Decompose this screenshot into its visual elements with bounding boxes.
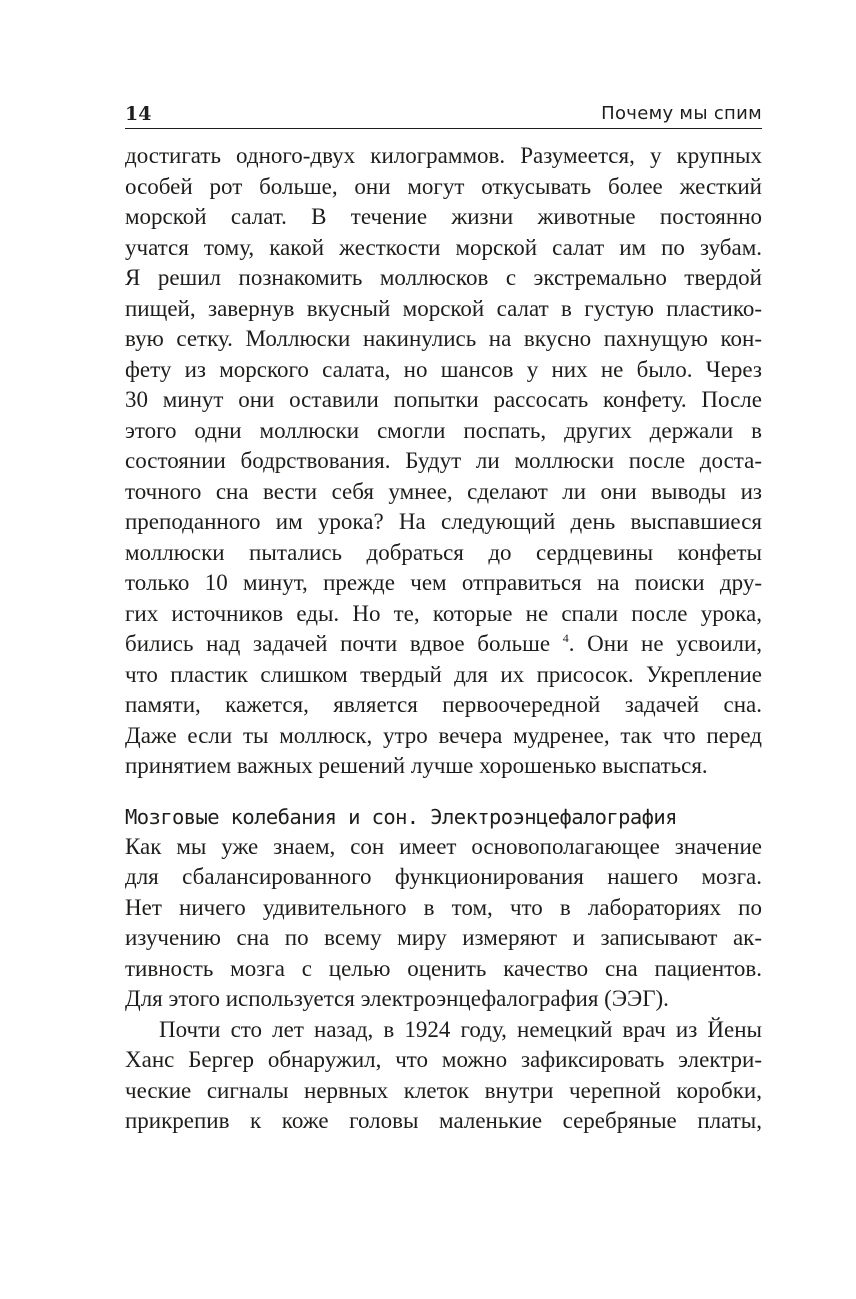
text-line: для сбалансированного функционирования нашего мозга. — [125, 864, 762, 889]
body-text — [125, 141, 762, 1137]
text-line: Для этого используется электроэнцефалография (ЭЭГ). — [125, 986, 669, 1011]
text-line: вую сетку. Моллюски накинулись на вкусно пахнущую кон- — [125, 326, 762, 351]
text-line: памяти, кажется, является первоочередной задачей сна. — [125, 692, 762, 717]
text-line: Как мы уже знаем, сон имеет основополагающее значение — [125, 833, 762, 859]
text-line-with-footnote — [125, 629, 762, 660]
text-line: Ханс Бергер обнаружил, что можно зафиксировать электри- — [125, 1047, 762, 1072]
section-heading: Мозговые колебания и сон. Электроэнцефалография — [125, 804, 677, 829]
text-line: только 10 минут, прежде чем отправиться на поиски дру- — [125, 570, 762, 595]
text-line: прикрепив к коже головы маленькие серебряные платы, — [125, 1108, 762, 1133]
text-line: принятием важных решений лучше хорошенько выспаться. — [125, 753, 708, 778]
book-title: Почему мы спим — [601, 103, 762, 124]
text-line: Даже если ты моллюск, утро вечера мудренее, так что перед — [125, 722, 762, 748]
text-line: учатся тому, какой жесткости морской салат им по зубам. — [125, 234, 762, 260]
paragraph-eeg-intro — [125, 832, 762, 1015]
text-line: точного сна вести себя умнее, сделают ли они выводы из — [125, 478, 762, 504]
text-line: достигать одного-двух килограммов. Разумеется, у крупных — [125, 143, 762, 168]
paragraph-molluscs — [125, 141, 762, 782]
text-line: что пластик слишком твердый для их присосок. Укрепление — [125, 661, 762, 687]
text-line: пищей, завернув вкусный морской салат в густую пластико- — [125, 295, 762, 321]
text-line: состоянии бодрствования. Будут ли моллюски после доста- — [125, 448, 762, 473]
text-line: морской салат. В течение жизни животные постоянно — [125, 204, 762, 229]
running-head — [125, 100, 762, 129]
text-line: Почти сто лет назад, в 1924 году, немецкий врач из Йены — [159, 1016, 762, 1042]
text-segment: . Они не усвоили, — [568, 631, 762, 656]
text-segment: бились над задачей почти вдвое больше — [125, 631, 563, 656]
footnote-reference[interactable]: 4 — [562, 631, 569, 645]
text-line: 30 минут они оставили попытки рассосать конфету. После — [125, 387, 762, 412]
text-line: преподанного им урока? На следующий день выспавшиеся — [125, 509, 762, 534]
page-number: 14 — [125, 103, 152, 125]
text-line: гих источников еды. Но те, которые не спали после урока, — [125, 600, 762, 626]
text-line: ческие сигналы нервных клеток внутри черепной коробки, — [125, 1077, 762, 1103]
text-line: особей рот больше, они могут откусывать более жесткий — [125, 173, 762, 199]
text-line: этого одни моллюски смогли поспать, других держали в — [125, 417, 762, 443]
text-line: тивность мозга с целью оценить качество сна пациентов. — [125, 955, 762, 981]
text-line: изучению сна по всему миру измеряют и записывают ак- — [125, 925, 762, 950]
text-line: Я решил познакомить моллюсков с экстремально твердой — [125, 265, 762, 290]
paragraph-berger — [125, 1015, 762, 1137]
text-line: моллюски пытались добраться до сердцевины конфеты — [125, 539, 762, 565]
text-line: Нет ничего удивительного в том, что в лабораториях по — [125, 894, 762, 920]
text-line: фету из морского салата, но шансов у них не было. Через — [125, 356, 762, 382]
